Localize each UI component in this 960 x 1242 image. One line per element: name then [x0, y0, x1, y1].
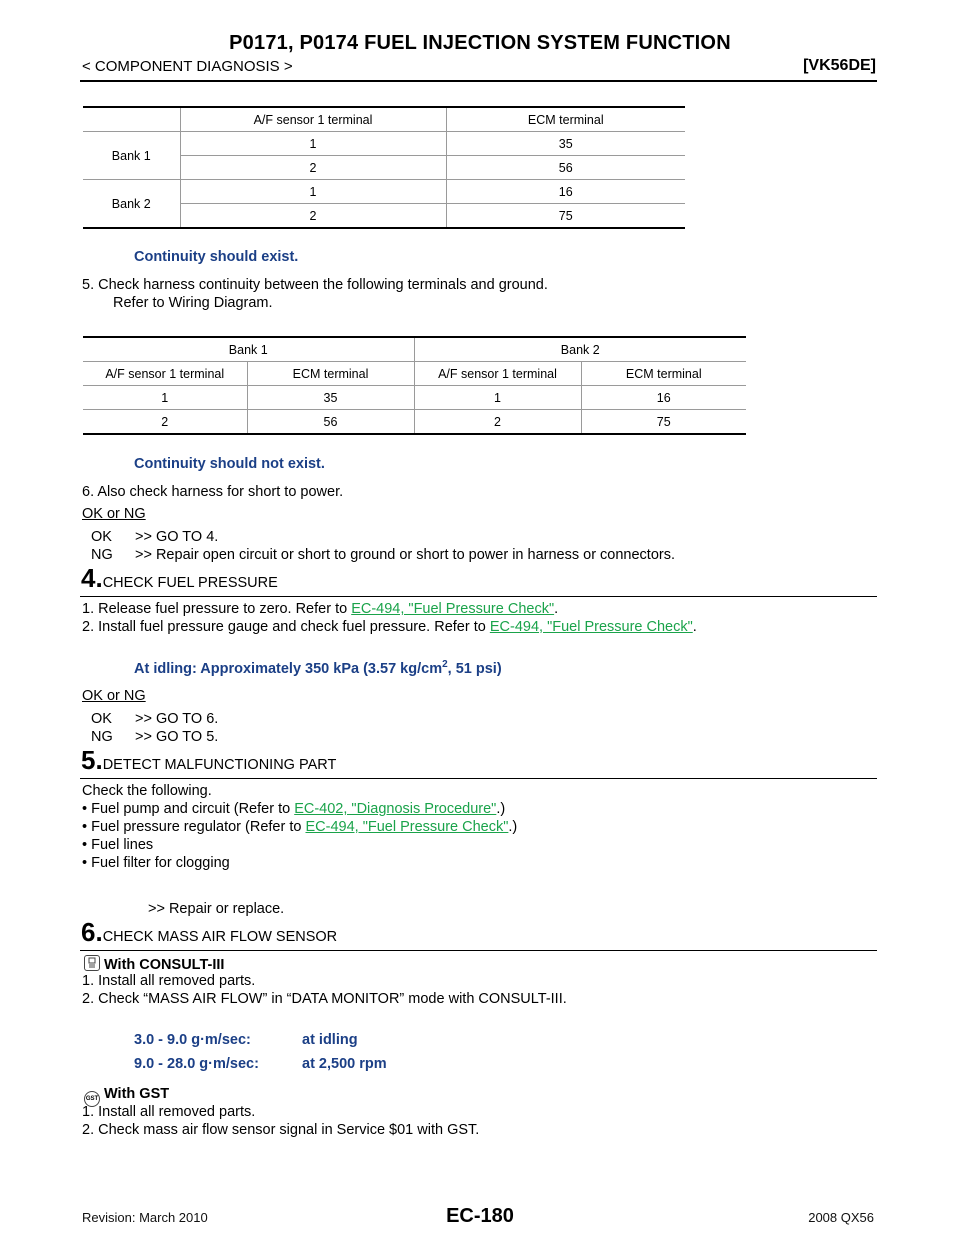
- list-item: [82, 819, 517, 835]
- table-cell: 2: [180, 204, 446, 229]
- terminal-table-1: [83, 106, 685, 229]
- gst-label-text: With GST: [104, 1086, 170, 1102]
- list-item-text: • Fuel pump and circuit (Refer to: [82, 801, 295, 817]
- t1-header-sensor: A/F sensor 1 terminal: [180, 107, 446, 132]
- step5-sub: Refer to Wiring Diagram.: [113, 295, 273, 311]
- consult-label: [84, 955, 224, 973]
- step-title: CHECK FUEL PRESSURE: [102, 575, 278, 591]
- revision-date: Revision: March 2010: [82, 1210, 208, 1225]
- header-rule: [80, 80, 877, 82]
- step5-text: 5. Check harness continuity between the following terminals and ground.: [82, 277, 548, 293]
- list-item: • Fuel filter for clogging: [82, 855, 230, 871]
- fuel-pressure-check-link[interactable]: EC-494, "Fuel Pressure Check": [351, 601, 555, 617]
- step-number: 5.: [81, 745, 103, 775]
- t2-header: ECM terminal: [581, 362, 746, 386]
- ok-result: >> GO TO 4.: [135, 529, 219, 545]
- ng-result: >> GO TO 5.: [135, 729, 219, 745]
- ok-key: OK: [91, 711, 112, 727]
- step-number: 6.: [81, 917, 103, 947]
- table-cell: 35: [446, 132, 685, 156]
- table-cell: 75: [581, 410, 746, 435]
- model-year: 2008 QX56: [808, 1210, 874, 1225]
- gst-step2: 2. Check mass air flow sensor signal in Service $01 with GST.: [82, 1122, 480, 1138]
- step4-line2-text: 2. Install fuel pressure gauge and check fuel pressure. Refer to: [82, 619, 490, 635]
- step-5-heading: [81, 745, 336, 776]
- ng-key: NG: [91, 547, 113, 563]
- ok-ng-label: OK or NG: [82, 688, 146, 704]
- list-item-text: • Fuel pressure regulator (Refer to: [82, 819, 306, 835]
- ok-result: >> GO TO 6.: [135, 711, 219, 727]
- consult-step1: 1. Install all removed parts.: [82, 973, 256, 989]
- terminal-table-2: [83, 336, 746, 435]
- consult-label-text: With CONSULT-III: [104, 957, 225, 973]
- step-4-rule: [80, 596, 877, 597]
- ng-key: NG: [91, 729, 113, 745]
- table-cell: 16: [446, 180, 685, 204]
- ok-key: OK: [91, 529, 112, 545]
- step6-text: 6. Also check harness for short to power.: [82, 484, 344, 500]
- diagnosis-procedure-link[interactable]: EC-402, "Diagnosis Procedure": [294, 801, 497, 817]
- table-cell: 1: [180, 180, 446, 204]
- step4-line1: [82, 601, 558, 617]
- t2-header: A/F sensor 1 terminal: [105, 366, 225, 381]
- engine-code: [VK56DE]: [803, 57, 876, 74]
- page-title: P0171, P0174 FUEL INJECTION SYSTEM FUNCTION: [229, 32, 731, 54]
- table-cell: 56: [446, 156, 685, 180]
- step5-result: >> Repair or replace.: [148, 901, 285, 917]
- idle-pressure-spec: [134, 659, 502, 677]
- t2-bank1: Bank 1: [228, 342, 268, 357]
- continuity-exist-note: Continuity should exist.: [134, 249, 299, 265]
- t1-bank2: Bank 2: [111, 196, 151, 211]
- t2-header: ECM terminal: [247, 362, 414, 386]
- step-title: CHECK MASS AIR FLOW SENSOR: [102, 929, 338, 945]
- spec-text-end: , 51 psi): [447, 660, 502, 677]
- continuity-not-note: Continuity should not exist.: [134, 456, 325, 472]
- table-cell: 2: [180, 156, 446, 180]
- step-5-rule: [80, 778, 877, 779]
- step-4-heading: [81, 563, 278, 594]
- table-cell: 1: [180, 132, 446, 156]
- table-cell: 35: [247, 386, 414, 410]
- step4-line2: [82, 619, 697, 635]
- maf-spec-condition: at 2,500 rpm: [302, 1056, 387, 1072]
- t2-bank2: Bank 2: [414, 337, 746, 362]
- gst-step1: 1. Install all removed parts.: [82, 1104, 256, 1120]
- consult-step2: 2. Check “MASS AIR FLOW” in “DATA MONITOR” mode with CONSULT-III.: [82, 991, 567, 1007]
- step-6-heading: [81, 917, 337, 948]
- step4-line1-end: .: [554, 601, 559, 617]
- fuel-pressure-check-link[interactable]: EC-494, "Fuel Pressure Check": [305, 819, 509, 835]
- table-cell: 2: [414, 410, 581, 435]
- list-item: • Fuel lines: [82, 837, 154, 853]
- step-title: DETECT MALFUNCTIONING PART: [102, 757, 337, 773]
- section-label: < COMPONENT DIAGNOSIS >: [82, 58, 293, 75]
- table-cell: 1: [414, 386, 581, 410]
- spec-superscript: 2: [442, 659, 448, 670]
- page-number: EC-180: [446, 1205, 514, 1227]
- table-cell: 2: [161, 414, 169, 429]
- consult-tool-icon: [84, 955, 100, 971]
- step-number: 4.: [81, 563, 103, 593]
- maf-spec-condition: at idling: [302, 1032, 358, 1048]
- maf-spec-value: 9.0 - 28.0 g·m/sec:: [134, 1056, 259, 1072]
- step4-line1-text: 1. Release fuel pressure to zero. Refer to: [82, 601, 352, 617]
- step5-intro: Check the following.: [82, 783, 212, 799]
- step-6-rule: [80, 950, 877, 951]
- gst-tool-icon: GST: [84, 1091, 100, 1107]
- fuel-pressure-check-link[interactable]: EC-494, "Fuel Pressure Check": [489, 619, 693, 635]
- t2-header: A/F sensor 1 terminal: [414, 362, 581, 386]
- list-item: [82, 801, 505, 817]
- list-item-end: .): [496, 801, 506, 817]
- t1-header-ecm: ECM terminal: [446, 107, 685, 132]
- table-cell: 56: [247, 410, 414, 435]
- t1-bank1: Bank 1: [83, 132, 180, 180]
- table-cell: 75: [446, 204, 685, 229]
- table-cell: 1: [161, 390, 169, 405]
- list-item-end: .): [508, 819, 518, 835]
- maf-spec-value: 3.0 - 9.0 g·m/sec:: [134, 1032, 251, 1048]
- ng-result: >> Repair open circuit or short to ground or short to power in harness or connectors.: [135, 547, 676, 563]
- step4-line2-end: .: [692, 619, 697, 635]
- table-cell: 16: [581, 386, 746, 410]
- ok-ng-label: OK or NG: [82, 506, 146, 522]
- spec-text: At idling: Approximately 350 kPa (3.57 kg/cm: [134, 660, 443, 677]
